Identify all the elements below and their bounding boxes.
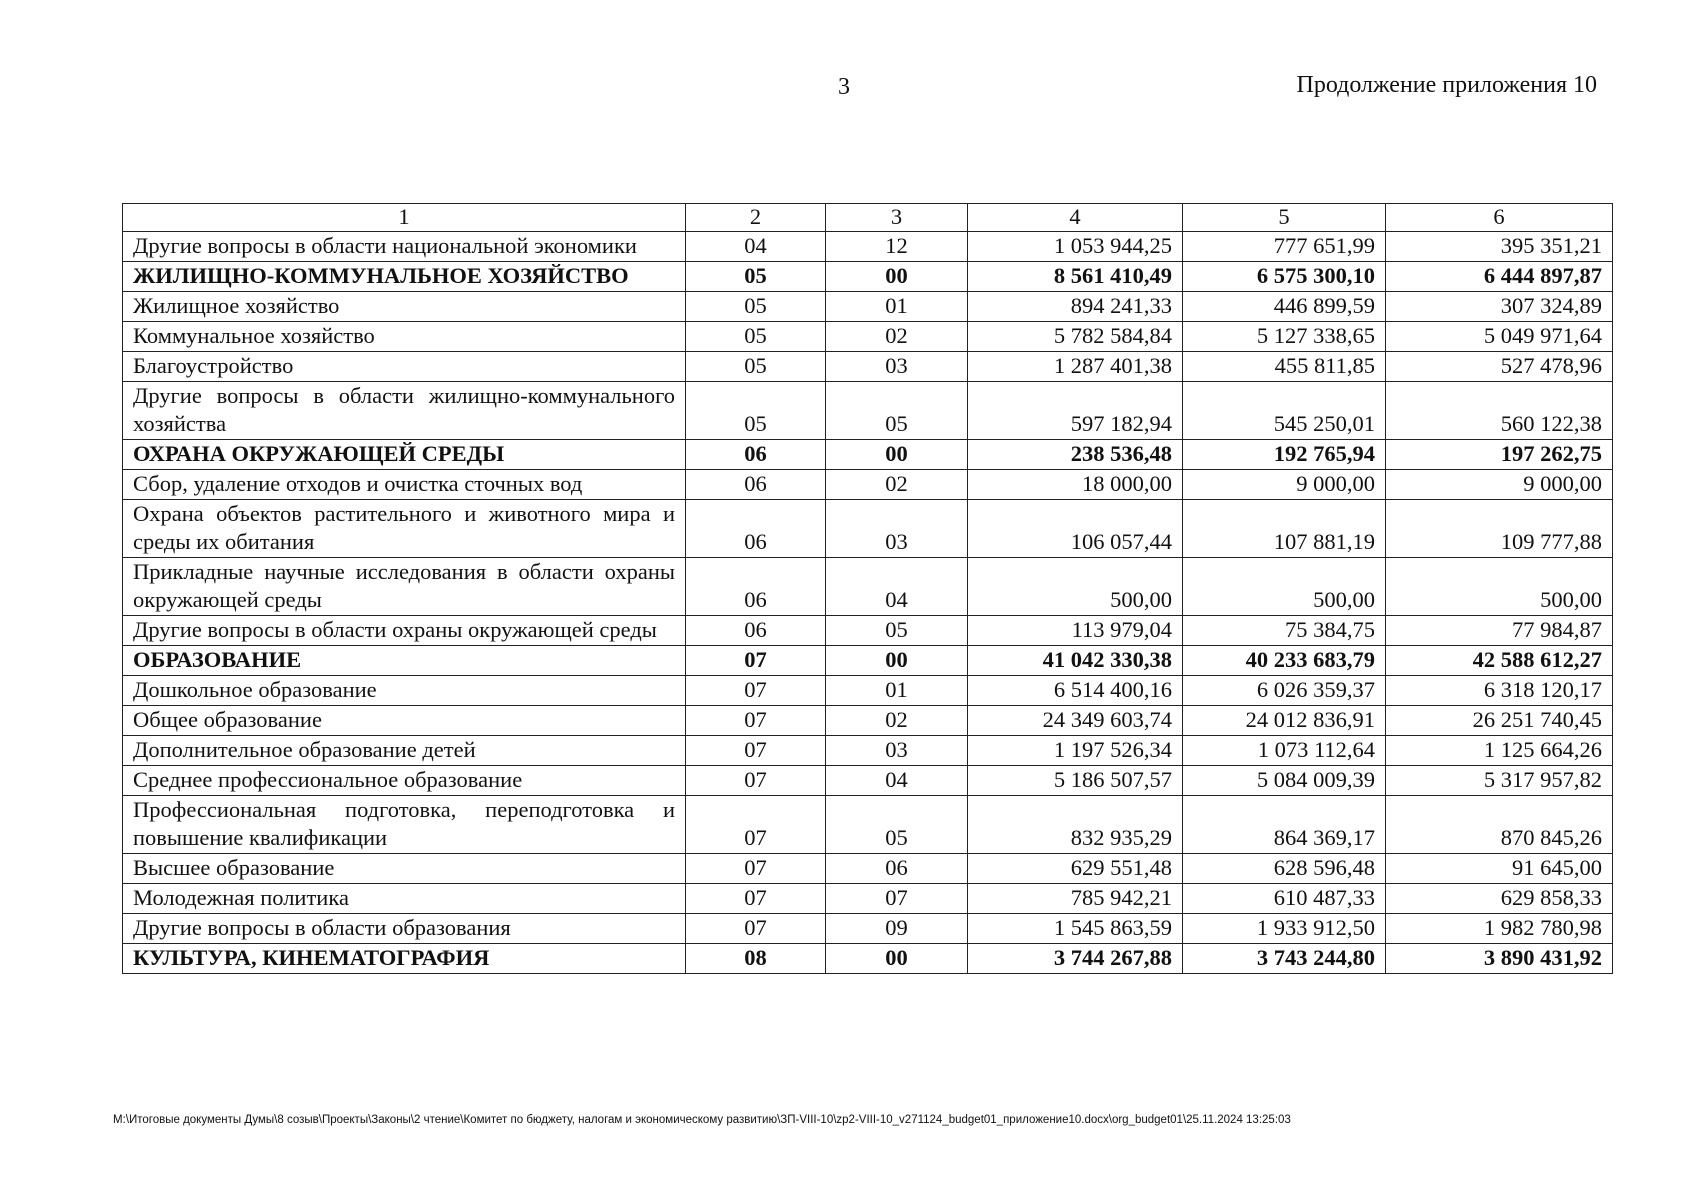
subsection-code: 04 (826, 766, 968, 796)
subsection-code: 01 (826, 292, 968, 322)
section-code: 06 (686, 440, 826, 470)
table-row (123, 292, 1613, 322)
row-name: Прикладные научные исследования в области охраны окружающей среды (123, 558, 686, 616)
amount-column-5: 75 384,75 (1183, 616, 1386, 646)
row-name: Другие вопросы в области национальной экономики (123, 232, 686, 262)
subsection-code: 02 (826, 470, 968, 500)
amount-column-5: 1 073 112,64 (1183, 736, 1386, 766)
row-name: Среднее профессиональное образование (123, 766, 686, 796)
column-header-4: 4 (968, 204, 1183, 232)
amount-column-5: 192 765,94 (1183, 440, 1386, 470)
section-code: 07 (686, 854, 826, 884)
column-header-1: 1 (123, 204, 686, 232)
amount-column-5: 446 899,59 (1183, 292, 1386, 322)
table-row (123, 382, 1613, 440)
row-name: Другие вопросы в области образования (123, 914, 686, 944)
section-code: 07 (686, 884, 826, 914)
row-name: Дошкольное образование (123, 676, 686, 706)
subsection-code: 09 (826, 914, 968, 944)
row-name: Другие вопросы в области жилищно-коммунального хозяйства (123, 382, 686, 440)
amount-column-6: 560 122,38 (1386, 382, 1613, 440)
section-row (123, 646, 1613, 676)
subsection-code: 02 (826, 706, 968, 736)
table-row (123, 500, 1613, 558)
amount-column-4: 1 287 401,38 (968, 352, 1183, 382)
section-code: 05 (686, 382, 826, 440)
table-row (123, 232, 1613, 262)
section-code: 06 (686, 500, 826, 558)
section-row (123, 440, 1613, 470)
amount-column-6: 3 890 431,92 (1386, 944, 1613, 974)
amount-column-6: 6 318 120,17 (1386, 676, 1613, 706)
row-name: Жилищное хозяйство (123, 292, 686, 322)
amount-column-5: 40 233 683,79 (1183, 646, 1386, 676)
amount-column-4: 832 935,29 (968, 796, 1183, 854)
row-name: Общее образование (123, 706, 686, 736)
subsection-code: 00 (826, 440, 968, 470)
amount-column-4: 24 349 603,74 (968, 706, 1183, 736)
amount-column-6: 109 777,88 (1386, 500, 1613, 558)
amount-column-4: 106 057,44 (968, 500, 1183, 558)
subsection-code: 02 (826, 322, 968, 352)
row-name: КУЛЬТУРА, КИНЕМАТОГРАФИЯ (123, 944, 686, 974)
row-name: Профессиональная подготовка, переподготовка и повышение квалификации (123, 796, 686, 854)
amount-column-6: 307 324,89 (1386, 292, 1613, 322)
subsection-code: 06 (826, 854, 968, 884)
amount-column-5: 777 651,99 (1183, 232, 1386, 262)
amount-column-6: 870 845,26 (1386, 796, 1613, 854)
amount-column-5: 455 811,85 (1183, 352, 1386, 382)
table-row (123, 706, 1613, 736)
table-row (123, 616, 1613, 646)
section-code: 05 (686, 352, 826, 382)
section-code: 07 (686, 736, 826, 766)
amount-column-6: 1 125 664,26 (1386, 736, 1613, 766)
amount-column-4: 629 551,48 (968, 854, 1183, 884)
section-row (123, 944, 1613, 974)
table-row (123, 676, 1613, 706)
amount-column-4: 785 942,21 (968, 884, 1183, 914)
amount-column-4: 6 514 400,16 (968, 676, 1183, 706)
amount-column-5: 6 026 359,37 (1183, 676, 1386, 706)
amount-column-4: 1 053 944,25 (968, 232, 1183, 262)
amount-column-6: 197 262,75 (1386, 440, 1613, 470)
row-name: Сбор, удаление отходов и очистка сточных вод (123, 470, 686, 500)
section-code: 07 (686, 914, 826, 944)
table-row (123, 766, 1613, 796)
section-code: 04 (686, 232, 826, 262)
section-code: 08 (686, 944, 826, 974)
budget-table (122, 203, 1613, 974)
table-row (123, 914, 1613, 944)
row-name: Коммунальное хозяйство (123, 322, 686, 352)
subsection-code: 01 (826, 676, 968, 706)
amount-column-5: 628 596,48 (1183, 854, 1386, 884)
subsection-code: 03 (826, 736, 968, 766)
subsection-code: 04 (826, 558, 968, 616)
row-name: ОБРАЗОВАНИЕ (123, 646, 686, 676)
amount-column-4: 500,00 (968, 558, 1183, 616)
amount-column-4: 1 197 526,34 (968, 736, 1183, 766)
amount-column-6: 5 317 957,82 (1386, 766, 1613, 796)
column-header-6: 6 (1386, 204, 1613, 232)
amount-column-6: 527 478,96 (1386, 352, 1613, 382)
amount-column-4: 238 536,48 (968, 440, 1183, 470)
table-row (123, 854, 1613, 884)
amount-column-4: 597 182,94 (968, 382, 1183, 440)
row-name: Высшее образование (123, 854, 686, 884)
subsection-code: 05 (826, 382, 968, 440)
section-code: 06 (686, 558, 826, 616)
amount-column-5: 610 487,33 (1183, 884, 1386, 914)
amount-column-6: 77 984,87 (1386, 616, 1613, 646)
amount-column-4: 894 241,33 (968, 292, 1183, 322)
table-row (123, 322, 1613, 352)
amount-column-5: 6 575 300,10 (1183, 262, 1386, 292)
amount-column-4: 41 042 330,38 (968, 646, 1183, 676)
footer-file-path: M:\Итоговые документы Думы\8 созыв\Проекты\Законы\2 чтение\Комитет по бюджету, налогам и экономическому развитию\ЗП-VIII-10\zp2-VIII-10_v271124_budget01_приложение10.docx\org_budget01\25.11.2024 13:25:03 (113, 1114, 1291, 1126)
amount-column-5: 3 743 244,80 (1183, 944, 1386, 974)
subsection-code: 03 (826, 352, 968, 382)
amount-column-5: 500,00 (1183, 558, 1386, 616)
amount-column-6: 629 858,33 (1386, 884, 1613, 914)
row-name: Благоустройство (123, 352, 686, 382)
row-name: ОХРАНА ОКРУЖАЮЩЕЙ СРЕДЫ (123, 440, 686, 470)
amount-column-6: 5 049 971,64 (1386, 322, 1613, 352)
section-code: 06 (686, 470, 826, 500)
amount-column-6: 42 588 612,27 (1386, 646, 1613, 676)
section-code: 05 (686, 262, 826, 292)
table-row (123, 884, 1613, 914)
amount-column-6: 1 982 780,98 (1386, 914, 1613, 944)
section-code: 07 (686, 706, 826, 736)
section-code: 05 (686, 322, 826, 352)
amount-column-5: 5 127 338,65 (1183, 322, 1386, 352)
amount-column-4: 8 561 410,49 (968, 262, 1183, 292)
subsection-code: 00 (826, 646, 968, 676)
section-code: 05 (686, 292, 826, 322)
subsection-code: 00 (826, 944, 968, 974)
section-code: 07 (686, 766, 826, 796)
amount-column-6: 26 251 740,45 (1386, 706, 1613, 736)
budget-table-body (123, 232, 1613, 974)
amount-column-5: 1 933 912,50 (1183, 914, 1386, 944)
subsection-code: 07 (826, 884, 968, 914)
section-code: 07 (686, 796, 826, 854)
row-name: Другие вопросы в области охраны окружающей среды (123, 616, 686, 646)
amount-column-5: 5 084 009,39 (1183, 766, 1386, 796)
amount-column-6: 6 444 897,87 (1386, 262, 1613, 292)
subsection-code: 05 (826, 796, 968, 854)
amount-column-4: 5 186 507,57 (968, 766, 1183, 796)
section-code: 07 (686, 646, 826, 676)
row-name: ЖИЛИЩНО-КОММУНАЛЬНОЕ ХОЗЯЙСТВО (123, 262, 686, 292)
subsection-code: 05 (826, 616, 968, 646)
table-row (123, 558, 1613, 616)
subsection-code: 03 (826, 500, 968, 558)
amount-column-5: 9 000,00 (1183, 470, 1386, 500)
appendix-continuation-label: Продолжение приложения 10 (1296, 72, 1597, 98)
amount-column-4: 1 545 863,59 (968, 914, 1183, 944)
amount-column-4: 113 979,04 (968, 616, 1183, 646)
section-row (123, 262, 1613, 292)
amount-column-6: 395 351,21 (1386, 232, 1613, 262)
table-row (123, 796, 1613, 854)
amount-column-4: 3 744 267,88 (968, 944, 1183, 974)
row-name: Дополнительное образование детей (123, 736, 686, 766)
amount-column-6: 9 000,00 (1386, 470, 1613, 500)
column-header-5: 5 (1183, 204, 1386, 232)
section-code: 07 (686, 676, 826, 706)
page-number: 3 (838, 74, 850, 100)
amount-column-6: 500,00 (1386, 558, 1613, 616)
amount-column-4: 5 782 584,84 (968, 322, 1183, 352)
amount-column-6: 91 645,00 (1386, 854, 1613, 884)
row-name: Молодежная политика (123, 884, 686, 914)
subsection-code: 12 (826, 232, 968, 262)
column-number-row (123, 204, 1613, 232)
column-header-3: 3 (826, 204, 968, 232)
amount-column-5: 864 369,17 (1183, 796, 1386, 854)
column-header-2: 2 (686, 204, 826, 232)
amount-column-5: 545 250,01 (1183, 382, 1386, 440)
table-row (123, 736, 1613, 766)
amount-column-5: 24 012 836,91 (1183, 706, 1386, 736)
subsection-code: 00 (826, 262, 968, 292)
table-row (123, 470, 1613, 500)
section-code: 06 (686, 616, 826, 646)
amount-column-4: 18 000,00 (968, 470, 1183, 500)
amount-column-5: 107 881,19 (1183, 500, 1386, 558)
table-row (123, 352, 1613, 382)
row-name: Охрана объектов растительного и животного мира и среды их обитания (123, 500, 686, 558)
